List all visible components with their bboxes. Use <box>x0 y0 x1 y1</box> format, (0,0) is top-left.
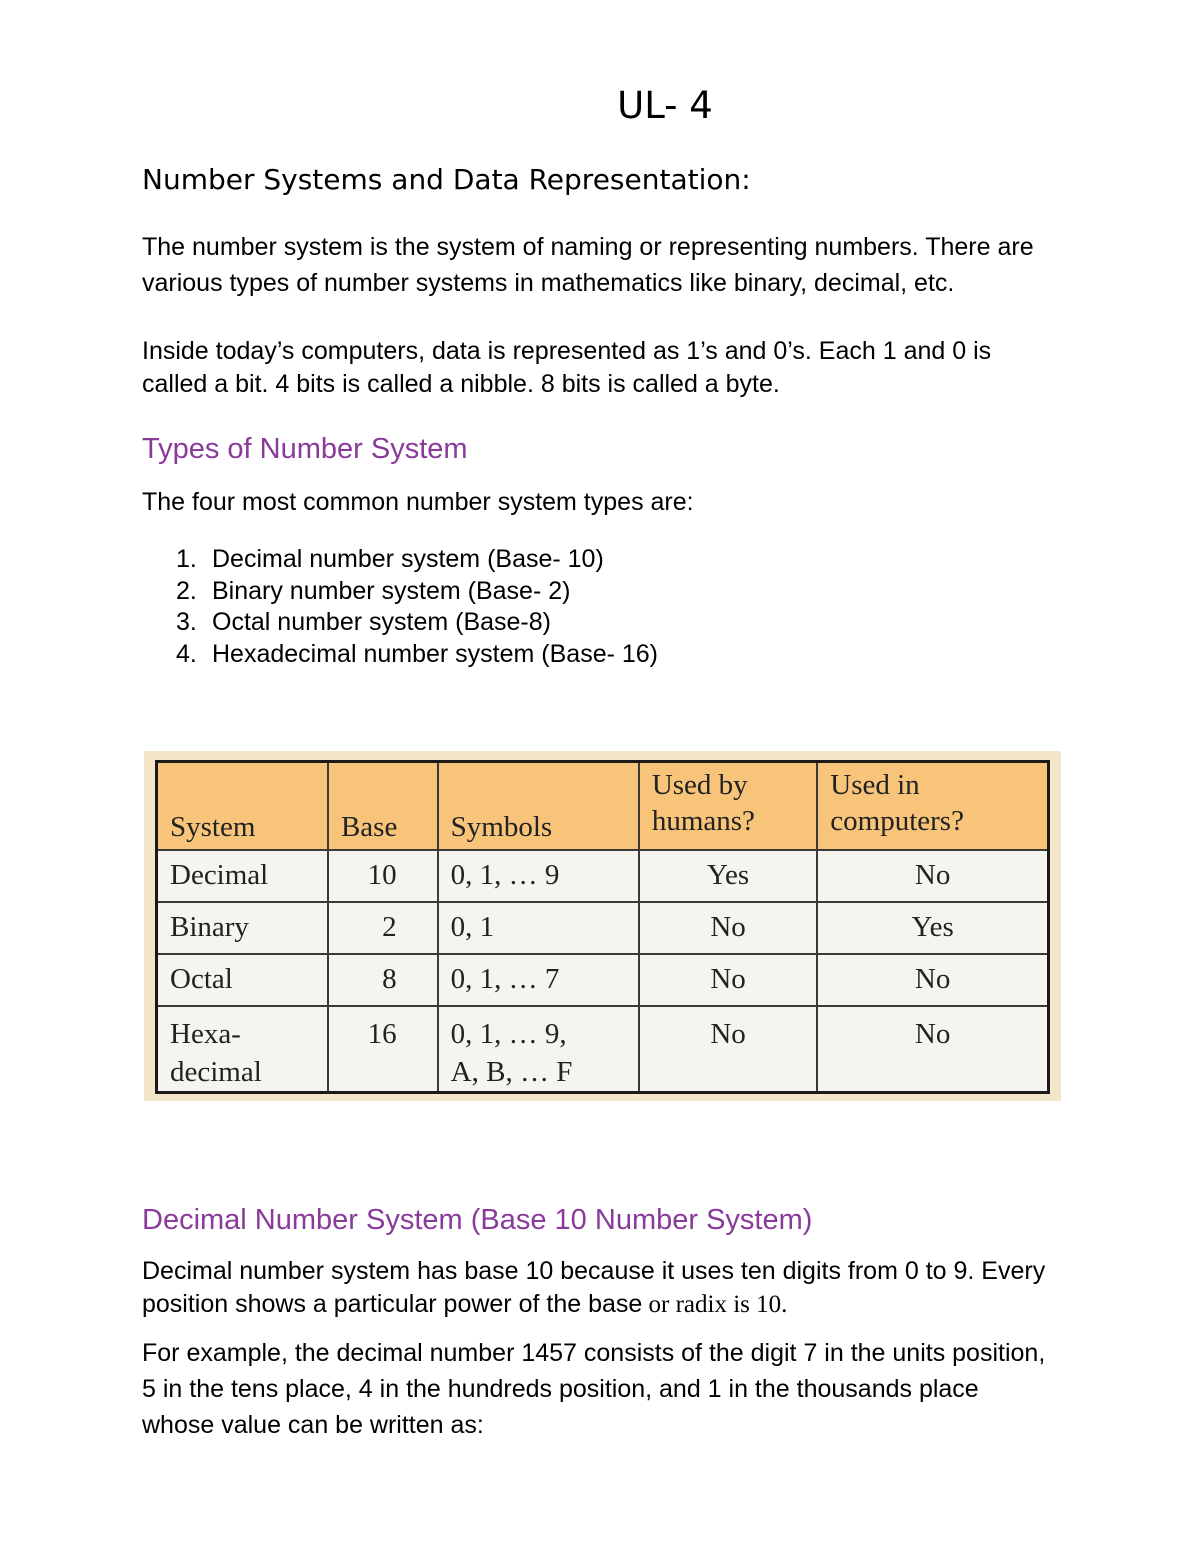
list-item-number: 2. <box>176 576 197 605</box>
list-item-text: Binary number system (Base- 2) <box>212 576 571 605</box>
decimal-p2-line-2: 5 in the tens place, 4 in the hundreds position, and 1 in the thousands place <box>142 1375 979 1403</box>
cell-humans: Yes <box>639 850 817 902</box>
list-item <box>176 576 658 608</box>
cell-symbols: 0, 1, … 7 <box>438 954 639 1006</box>
intro-line-2: various types of number systems in mathematics like binary, decimal, etc. <box>142 269 955 297</box>
number-system-table <box>155 760 1050 1094</box>
cell-base: 10 <box>328 850 438 902</box>
list-item-number: 1. <box>176 545 197 573</box>
cell-system: Octal <box>157 954 328 1006</box>
bits-paragraph <box>142 335 991 401</box>
cell-computers: No <box>817 954 1048 1006</box>
decimal-section-heading: Decimal Number System (Base 10 Number System) <box>142 1204 813 1236</box>
list-item-text: Hexadecimal number system (Base- 16) <box>212 639 658 668</box>
cell-humans: No <box>639 954 817 1006</box>
cell-humans: No <box>639 902 817 954</box>
list-item <box>176 639 658 671</box>
header-used-in-computers: Used in computers? <box>817 762 1048 850</box>
decimal-p2-line-3: whose value can be written as: <box>142 1411 484 1439</box>
list-item <box>176 544 658 576</box>
cell-symbols: 0, 1, … 9 <box>438 850 639 902</box>
table-row <box>157 902 1049 954</box>
types-lead-text: The four most common number system types are: <box>142 488 694 516</box>
page-title: UL- 4 <box>617 84 713 127</box>
header-base: Base <box>328 762 438 850</box>
cell-system: Hexa- decimal <box>157 1006 328 1093</box>
table-row <box>157 954 1049 1006</box>
header-used-by-humans: Used by humans? <box>639 762 817 850</box>
list-item <box>176 607 658 639</box>
main-heading: Number Systems and Data Representation: <box>142 163 751 196</box>
decimal-paragraph-2 <box>142 1335 1045 1443</box>
list-item-text: Octal number system (Base-8) <box>212 608 551 636</box>
bits-line-2: called a bit. 4 bits is called a nibble. 8 bits is called a byte. <box>142 370 780 398</box>
header-symbols: Symbols <box>438 762 639 850</box>
decimal-paragraph-1 <box>142 1255 1045 1321</box>
cell-base: 16 <box>328 1006 438 1093</box>
cell-computers: No <box>817 1006 1048 1093</box>
cell-system: Binary <box>157 902 328 954</box>
cell-computers: Yes <box>817 902 1048 954</box>
cell-base: 2 <box>328 902 438 954</box>
intro-line-1: The number system is the system of naming or representing numbers. There are <box>142 233 1034 261</box>
cell-computers: No <box>817 850 1048 902</box>
list-item-text: Decimal number system (Base- 10) <box>212 545 604 573</box>
types-section-heading: Types of Number System <box>142 433 468 465</box>
bits-line-1: Inside today’s computers, data is represented as 1’s and 0’s. Each 1 and 0 is <box>142 337 992 365</box>
cell-symbols: 0, 1 <box>438 902 639 954</box>
number-system-table-image <box>144 751 1061 1101</box>
cell-system: Decimal <box>157 850 328 902</box>
cell-humans: No <box>639 1006 817 1093</box>
table-header-row <box>157 762 1049 850</box>
cell-base: 8 <box>328 954 438 1006</box>
decimal-p1-line-2: position shows a particular power of the base or radix is 10. <box>142 1290 788 1318</box>
decimal-p1-line-1: Decimal number system has base 10 because it uses ten digits from 0 to 9. Every <box>142 1257 1046 1285</box>
number-system-list <box>176 544 658 670</box>
header-system: System <box>157 762 328 850</box>
table-row <box>157 850 1049 902</box>
decimal-p2-line-1: For example, the decimal number 1457 consists of the digit 7 in the units position, <box>142 1339 1046 1367</box>
list-item-number: 4. <box>176 639 197 668</box>
list-item-number: 3. <box>176 608 197 636</box>
intro-paragraph <box>142 229 1034 301</box>
cell-symbols: 0, 1, … 9, A, B, … F <box>438 1006 639 1093</box>
table-row <box>157 1006 1049 1093</box>
